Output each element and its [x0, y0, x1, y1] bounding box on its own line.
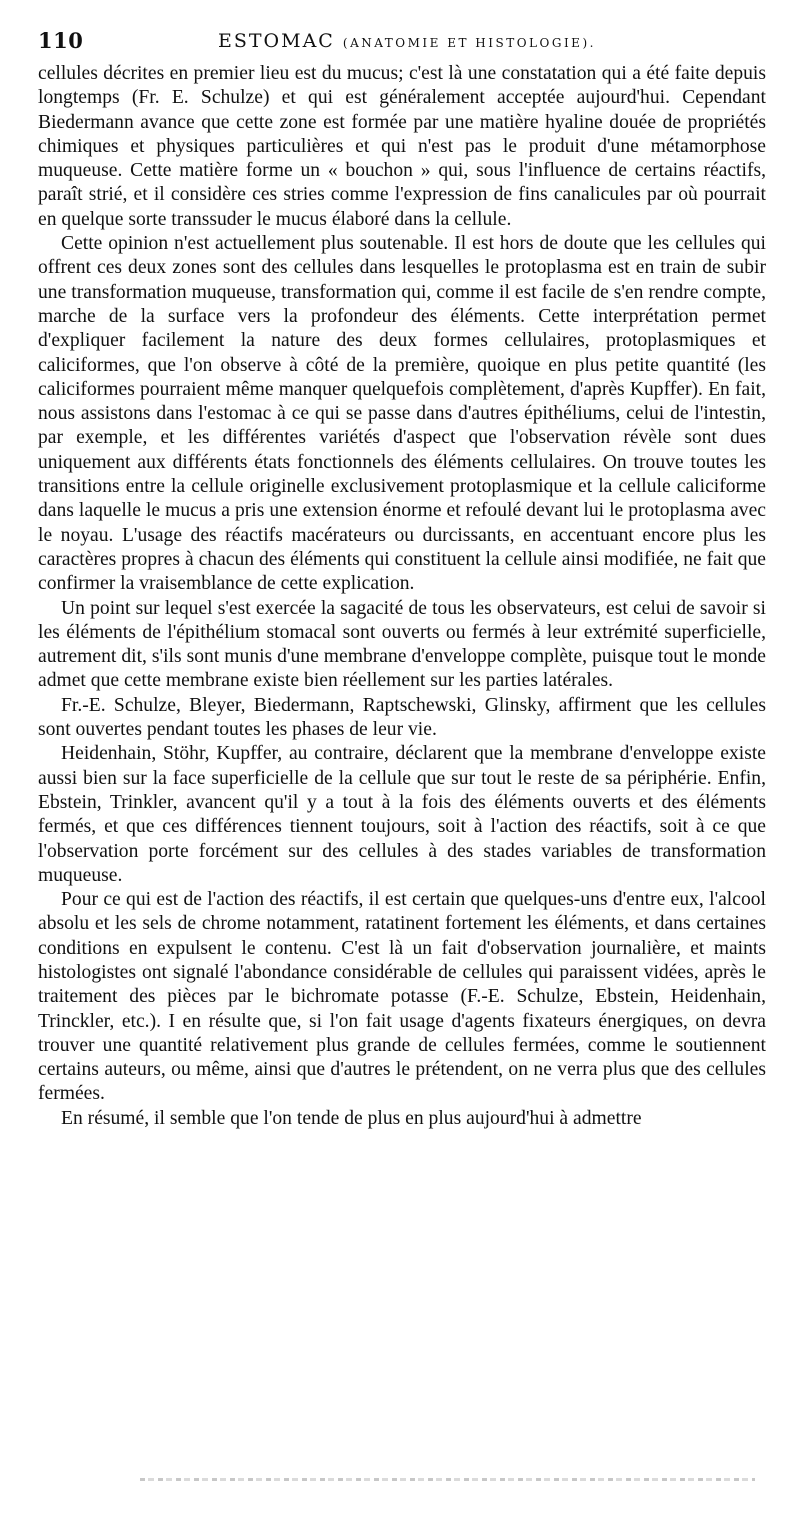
page-header: [38, 28, 766, 58]
body-text: [38, 62, 766, 1131]
paragraph: Heidenhain, Stöhr, Kupffer, au contraire, déclarent que la membrane d'enveloppe existe aussi bien sur la face superficielle de la cellule que sur tout le reste de sa périphérie. Enfin, Ebstein, Trinkler, avancent qu'il y a tout à la fois des éléments ouverts et des éléments fermés, et que ces différences tiennent toujours, soit à l'action des réactifs, soit à ce que l'observation porte forcément sur des cellules à des stades variables de transformation muqueuse.: [38, 743, 766, 886]
paragraph: Cette opinion n'est actuellement plus soutenable. Il est hors de doute que les cellules qui offrent ces deux zones sont des cellules dans lesquelles le protoplasma est en train de subir une transformation muqueuse, transformation qui, comme il est facile de s'en rendre compte, marche de la surface vers la profondeur des éléments. Cette interprétation permet d'expliquer facilement la nature des deux formes cellulaires, protoplasmiques et caliciformes, que l'on observe à côté de la première, quoique en plus petite quantité (les caliciformes pourraient même manquer quelquefois complètement, d'après Kupffer). En fait, nous assistons dans l'estomac à ce qui se passe dans d'autres épithéliums, celui de l'intestin, par exemple, et les différentes variétés d'aspect que l'observation révèle sont dues uniquement aux différents états fonctionnels des éléments cellulaires. On trouve toutes les transitions entre la cellule originelle exclusivement protoplasmique et la cellule caliciforme dans laquelle le mucus a pris une extension énorme et refoulé devant lui le protoplasma avec le noyau. L'usage des réactifs macérateurs ou durcissants, en accentuant encore plus les caractères propres à chacun des éléments qui constituent la cellule ainsi modifiée, ne fait que confirmer la vraisemblance de cette explication.: [38, 233, 766, 595]
page-number: 110: [38, 28, 84, 53]
bleed-through-line: [140, 1478, 755, 1481]
paragraph-continuation: cellules décrites en premier lieu est du mucus; c'est là une constatation qui a été faite depuis longtemps (Fr. E. Schulze) et qui est généralement acceptée aujourd'hui. Cependant Biedermann avance que cette zone est formée par une matière hyaline douée de propriétés chimiques et physiques particulières et qui n'est pas le produit d'une métamorphose muqueuse. Cette matière forme un « bouchon » qui, sous l'influence de certains réactifs, paraît strié, et il considère ces stries comme l'expression de fins canalicules par où pourrait en quelque sorte transsuder le mucus élaboré dans la cellule.: [38, 63, 766, 230]
running-title-subtitle: (ANATOMIE ET HISTOLOGIE).: [342, 36, 596, 50]
running-title-main: ESTOMAC: [218, 30, 335, 52]
paragraph-last: En résumé, il semble que l'on tende de plus en plus aujourd'hui à admettre: [61, 1107, 642, 1129]
paragraph: Un point sur lequel s'est exercée la sagacité de tous les observateurs, est celui de savoir si les éléments de l'épithélium stomacal sont ouverts ou fermés à leur extrémité superficielle, autrement dit, s'ils sont munis d'une membrane d'enveloppe complète, puisque tout le monde admet que cette membrane existe bien réellement sur les parties latérales.: [38, 597, 766, 692]
paragraph: Pour ce qui est de l'action des réactifs, il est certain que quelques-uns d'entre eux, l'alcool absolu et les sels de chrome notamment, ratatinent fortement les éléments, et dans certaines conditions en expulsent le contenu. C'est là un fait d'observation journalière, et maints histologistes ont signalé l'abondance considérable de cellules qui paraissent vidées, après le traitement des pièces par le bichromate potasse (F.-E. Schulze, Ebstein, Heidenhain, Trinckler, etc.). I en résulte que, si l'on fait usage d'agents fixateurs énergiques, on devra trouver une quantité relativement plus grande de cellules fermées, comme le soutiennent certains auteurs, ou même, ainsi que d'autres le prétendent, on ne verra plus que des cellules fermées.: [38, 889, 766, 1105]
running-title: [218, 30, 596, 52]
paragraph: Fr.-E. Schulze, Bleyer, Biedermann, Raptschewski, Glinsky, affirment que les cellules sont ouvertes pendant toutes les phases de leur vie.: [38, 694, 766, 741]
